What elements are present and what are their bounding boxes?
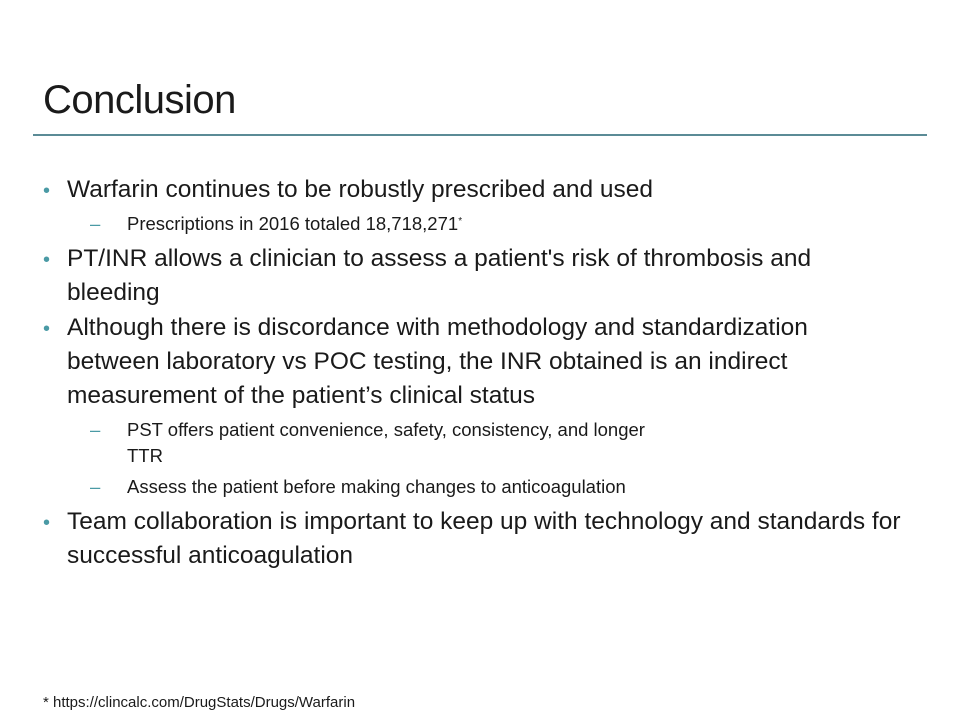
bullet-item (43, 173, 923, 207)
bullet-dot-icon: • (43, 249, 51, 271)
dash-icon: – (90, 476, 101, 497)
bullet-list (43, 173, 923, 574)
sub-bullet-item (43, 211, 923, 237)
sub-bullet-text: Assess the patient before making changes to anticoagulation (127, 476, 626, 497)
footnote: * https://clincalc.com/DrugStats/Drugs/Warfarin (43, 694, 356, 711)
bullet-item (43, 505, 917, 573)
sub-bullet-item (43, 474, 923, 500)
bullet-dot-icon: • (43, 180, 51, 202)
bullet-item (43, 242, 907, 310)
title-divider (33, 134, 927, 136)
dash-icon: – (90, 419, 101, 440)
bullet-text: Although there is discordance with methodology and standardization between laboratory vs POC testing, the INR obtained is an indirect measurement of the patient’s clinical status (67, 314, 808, 409)
bullet-dot-icon: • (43, 512, 51, 534)
sub-bullet-text: Prescriptions in 2016 totaled 18,718,271 (127, 213, 459, 234)
dash-icon: – (90, 213, 101, 234)
sub-bullet-item (43, 417, 647, 469)
sub-bullet-text: PST offers patient convenience, safety, consistency, and longer TTR (127, 419, 645, 466)
bullet-item (43, 311, 857, 413)
footnote-marker: * (458, 216, 463, 227)
bullet-text: Team collaboration is important to keep up with technology and standards for successful anticoagulation (67, 508, 901, 569)
bullet-text: Warfarin continues to be robustly prescribed and used (67, 176, 654, 203)
bullet-text: PT/INR allows a clinician to assess a patient's risk of thrombosis and bleeding (67, 245, 812, 306)
slide-title: Conclusion (43, 78, 236, 122)
bullet-dot-icon: • (43, 318, 51, 340)
